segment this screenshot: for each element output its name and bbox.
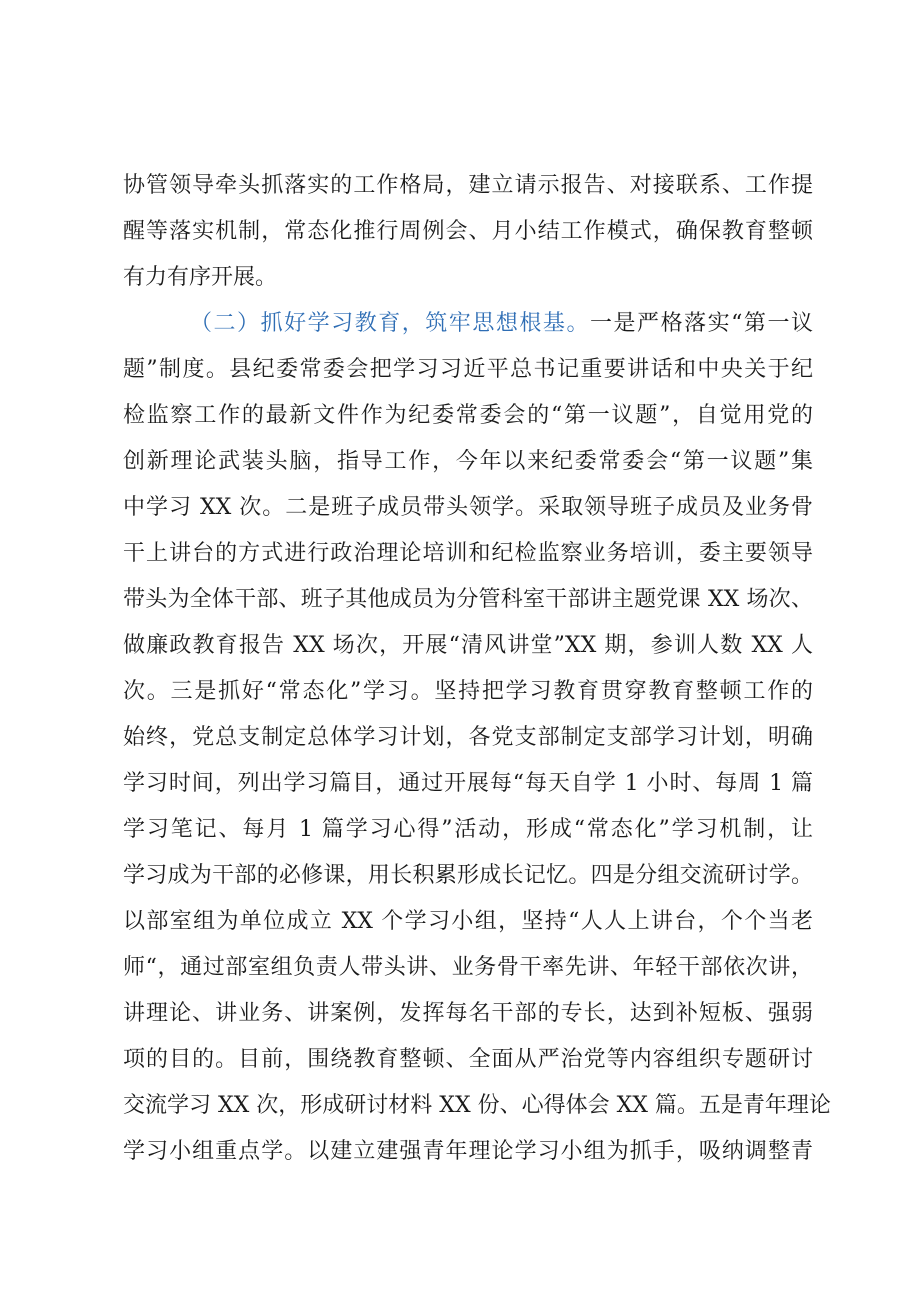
paragraph-line: 师“，通过部室组负责人带头讲、业务骨干率先讲、年轻干部依次讲， xyxy=(123,955,813,980)
section-heading: （二）抓好学习教育，筑牢思想根基。 xyxy=(190,311,590,336)
paragraph-line: 学习小组重点学。以建立建强青年理论学习小组为抓手，吸纳调整青 xyxy=(123,1139,813,1164)
paragraph-line: 讲理论、讲业务、讲案例，发挥每名干部的专长，达到补短板、强弱 xyxy=(123,1001,813,1026)
paragraph-line: 交流学习 XX 次，形成研讨材料 XX 份、心得体会 XX 篇。五是青年理论 xyxy=(123,1093,831,1118)
paragraph-line: 检监察工作的最新文件作为纪委常委会的“第一议题”，自觉用党的 xyxy=(123,403,813,428)
paragraph-line: 干上讲台的方式进行政治理论培训和纪检监察业务培训，委主要领导 xyxy=(123,541,813,566)
paragraph-line: 次。三是抓好“常态化”学习。坚持把学习教育贯穿教育整顿工作的 xyxy=(123,679,813,704)
paragraph-line: 做廉政教育报告 XX 场次，开展“清风讲堂”XX 期，参训人数 XX 人 xyxy=(123,633,813,658)
section-heading-line xyxy=(190,304,813,344)
paragraph-line: 学习成为干部的必修课，用长积累形成长记忆。四是分组交流研讨学。 xyxy=(123,863,813,888)
paragraph-line: 学习时间，列出学习篇目，通过开展每“每天自学 1 小时、每周 1 篇 xyxy=(123,771,813,796)
paragraph-text: “第一议 xyxy=(731,311,813,336)
paragraph-line: 带头为全体干部、班子其他成员为分管科室干部讲主题党课 XX 场次、 xyxy=(123,587,813,612)
section-lead: 一是严格落实 xyxy=(589,311,732,336)
paragraph-line: 有力有序开展。 xyxy=(123,265,278,290)
paragraph-line: 始终，党总支制定总体学习计划，各党支部制定支部学习计划，明确 xyxy=(123,725,813,750)
paragraph-line: 题”制度。县纪委常委会把学习习近平总书记重要讲话和中央关于纪 xyxy=(123,357,813,382)
paragraph-line: 以部室组为单位成立 XX 个学习小组，坚持“人人上讲台，个个当老 xyxy=(123,909,813,934)
paragraph-line: 协管领导牵头抓落实的工作格局，建立请示报告、对接联系、工作提 xyxy=(123,173,813,198)
paragraph-line: 创新理论武装头脑，指导工作，今年以来纪委常委会“第一议题”集 xyxy=(123,449,813,474)
paragraph-line: 醒等落实机制，常态化推行周例会、月小结工作模式，确保教育整顿 xyxy=(123,219,813,244)
paragraph-line: 项的目的。目前，围绕教育整顿、全面从严治党等内容组织专题研讨 xyxy=(123,1047,813,1072)
paragraph-line: 中学习 XX 次。二是班子成员带头领学。采取领导班子成员及业务骨 xyxy=(123,495,813,520)
paragraph-line: 学习笔记、每月 1 篇学习心得”活动，形成“常态化”学习机制，让 xyxy=(123,817,813,842)
